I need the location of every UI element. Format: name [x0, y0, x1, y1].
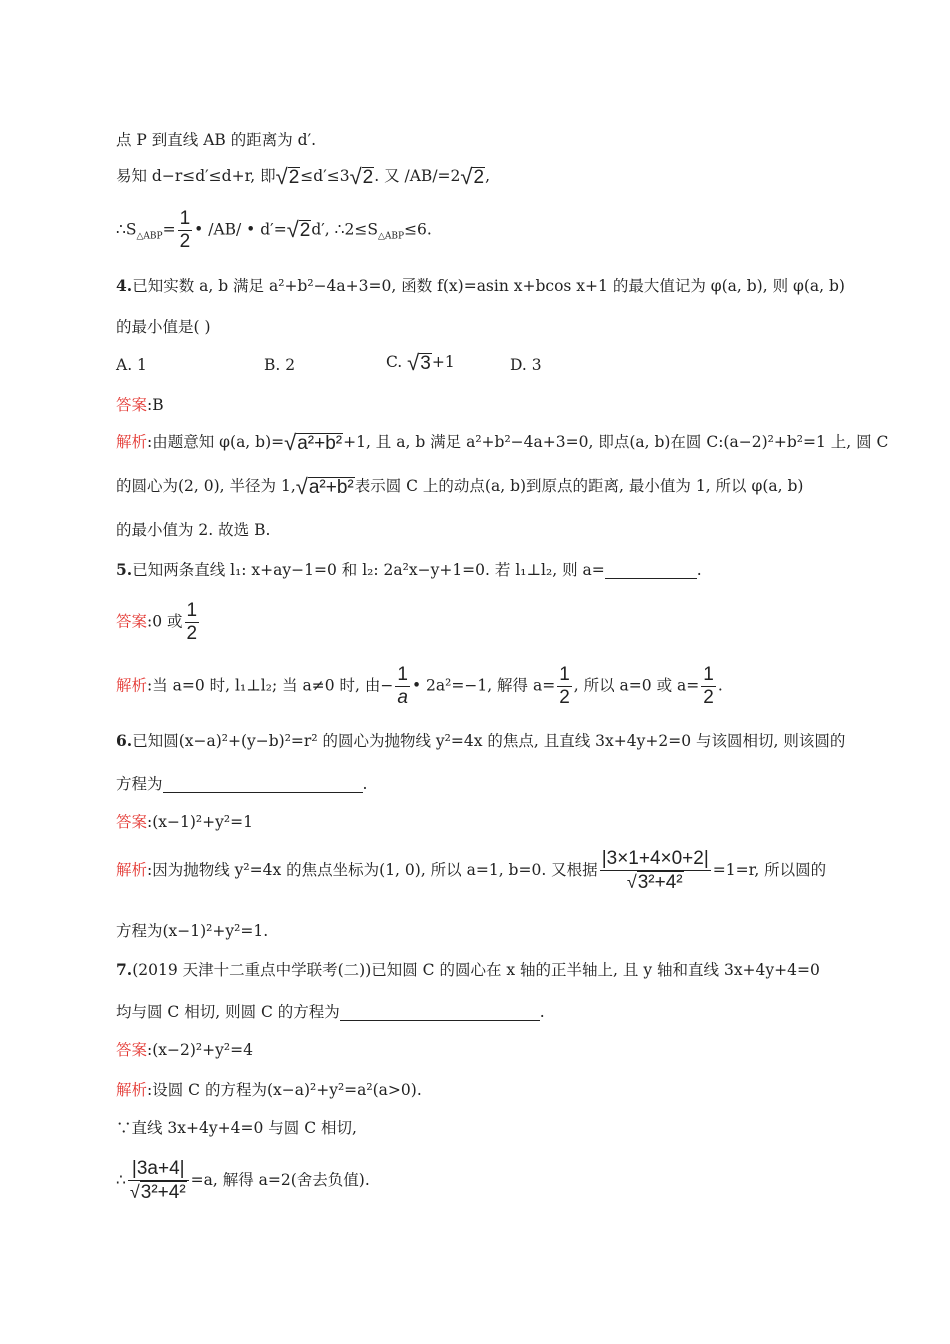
text-line: 的最小值为 2. 故选 B. — [116, 521, 271, 539]
option-c-label: C. — [386, 353, 408, 371]
sqrt-body: a²+b² — [297, 433, 343, 454]
sqrt-ab: √a²+b² — [295, 474, 354, 499]
sqrt-3: √3 — [407, 350, 431, 375]
answer-label: 答案 — [116, 1041, 148, 1059]
text-line — [116, 1005, 545, 1021]
sqrt-body: 3²+4² — [140, 1181, 186, 1203]
text: . — [362, 775, 368, 793]
subscript: △ABP — [377, 231, 405, 242]
question-number: 6. — [116, 731, 133, 750]
question-5 — [116, 562, 702, 579]
question-7 — [116, 962, 820, 979]
text-line: 点 P 到直线 AB 的距离为 d′. — [116, 131, 317, 149]
denominator: 2 — [559, 686, 570, 708]
option-c — [386, 352, 455, 374]
answer-value: :0 或 — [147, 612, 183, 631]
text-line — [116, 476, 803, 498]
answer-line — [116, 1043, 253, 1059]
answer-blank — [605, 564, 697, 579]
sqrt-body: a²+b² — [308, 477, 354, 498]
subscript: △ABP — [136, 231, 163, 242]
text: . 又 /AB/=2 — [374, 167, 461, 185]
text-line — [116, 208, 432, 253]
text-line: ∵直线 3x+4y+4=0 与圆 C 相切, — [116, 1119, 357, 1137]
text: ∴ — [116, 1170, 126, 1189]
text: :设圆 C 的方程为(x−a)²+y²=a²(a>0). — [147, 1081, 422, 1099]
analysis-line — [116, 848, 826, 894]
denominator: 2 — [186, 622, 198, 644]
distance-fraction — [600, 848, 711, 894]
question-6 — [116, 733, 845, 750]
numerator: |3×1+4×0+2| — [601, 848, 709, 869]
text: 均与圆 C 相切, 则圆 C 的方程为 — [116, 1003, 340, 1021]
analysis-line — [116, 432, 888, 454]
text-line — [116, 166, 490, 188]
text: 易知 d−r≤d′≤d+r, 即 — [116, 167, 276, 185]
text: :当 a=0 时, l₁⊥l₂; 当 a≠0 时, 由− — [147, 676, 394, 695]
text: ∴S — [116, 220, 137, 239]
text: = — [162, 220, 176, 239]
analysis-label: 解析 — [116, 433, 148, 451]
text: =a, 解得 a=2(舍去负值). — [190, 1170, 370, 1189]
analysis-line — [116, 1083, 422, 1099]
text: 的圆心为(2, 0), 半径为 1, — [116, 477, 296, 495]
text-line: 方程为(x−1)²+y²=1. — [116, 922, 269, 940]
text: • /AB/ • d′= — [194, 220, 287, 239]
text: 方程为 — [116, 775, 163, 793]
answer-line — [116, 398, 164, 414]
sqrt-body: 3 — [420, 353, 431, 374]
fraction-1-over-a — [395, 664, 410, 709]
sqrt-ab: √a²+b² — [284, 430, 343, 455]
sqrt-body: 2 — [362, 167, 374, 188]
text: 表示圆 C 上的动点(a, b)到原点的距离, 最小值为 1, 所以 φ(a, b) — [354, 477, 804, 495]
answer-label: 答案 — [116, 612, 148, 631]
text: • 2a²=−1, 解得 a= — [411, 676, 556, 695]
answer-value: :(x−2)²+y²=4 — [147, 1041, 253, 1059]
analysis-line — [116, 664, 723, 709]
text-line: 的最小值是( ) — [116, 318, 211, 336]
answer-line — [116, 815, 253, 831]
text: , 所以 a=0 或 a= — [573, 676, 700, 695]
sqrt-body: 2 — [299, 220, 311, 242]
text: . — [539, 1003, 545, 1021]
answer-label: 答案 — [116, 396, 148, 414]
denominator: 2 — [703, 686, 714, 708]
option-b: B. 2 — [264, 356, 296, 374]
sqrt-body: 3²+4² — [637, 871, 683, 893]
question-text: 已知圆(x−a)²+(y−b)²=r² 的圆心为抛物线 y²=4x 的焦点, 且直线 3x+4y+2=0 与该圆相切, 则该圆的 — [132, 732, 846, 750]
answer-blank — [163, 778, 363, 793]
sqrt-body: 2 — [288, 167, 300, 188]
numerator: 1 — [703, 664, 714, 685]
question-number: 5. — [116, 560, 133, 579]
answer-line — [116, 600, 201, 645]
text: ≤d′≤3 — [300, 167, 350, 185]
text: +1, 且 a, b 满足 a²+b²−4a+3=0, 即点(a, b)在圆 C:(a−2)²+b²=1 上, 圆 C — [343, 433, 889, 451]
question-text: 已知两条直线 l₁: x+ay−1=0 和 l₂: 2a²x−y+1=0. 若 l₁⊥l₂, 则 a= — [132, 561, 605, 579]
fraction-half — [178, 208, 193, 253]
text: , — [485, 167, 490, 185]
sqrt-2: √2 — [275, 164, 300, 189]
text: . — [717, 676, 723, 695]
answer-blank — [340, 1006, 540, 1021]
question-number: 7. — [116, 960, 133, 979]
text: =1=r, 所以圆的 — [712, 860, 827, 879]
numerator: 1 — [397, 664, 408, 685]
fraction-half — [701, 664, 716, 709]
text: :因为抛物线 y²=4x 的焦点坐标为(1, 0), 所以 a=1, b=0. 又根据 — [147, 860, 598, 879]
text: ≤6. — [404, 220, 432, 239]
answer-value: :B — [147, 396, 164, 414]
numerator: |3a+4| — [128, 1158, 189, 1181]
analysis-label: 解析 — [116, 1081, 148, 1099]
numerator: 1 — [559, 664, 570, 685]
sqrt-2: √2 — [286, 217, 311, 243]
distance-fraction — [128, 1158, 189, 1204]
denominator: √3²+4² — [129, 1181, 186, 1203]
analysis-label: 解析 — [116, 676, 148, 695]
sqrt-body: 2 — [473, 167, 485, 188]
denominator: 2 — [179, 230, 191, 252]
question-4 — [116, 278, 845, 295]
sqrt-2: √2 — [349, 164, 374, 189]
option-a: A. 1 — [116, 356, 147, 374]
denominator: a — [397, 686, 408, 708]
fraction-half — [557, 664, 572, 709]
question-text: (2019 天津十二重点中学联考(二))已知圆 C 的圆心在 x 轴的正半轴上, 且 y 轴和直线 3x+4y+4=0 — [132, 961, 820, 979]
option-c-tail: +1 — [431, 353, 455, 371]
fraction-half — [185, 600, 200, 645]
text: . — [696, 561, 702, 579]
option-d: D. 3 — [510, 356, 542, 374]
text: :由题意知 φ(a, b)= — [147, 433, 285, 451]
text-line — [116, 777, 367, 793]
answer-label: 答案 — [116, 813, 148, 831]
numerator: 1 — [179, 208, 191, 229]
question-number: 4. — [116, 276, 133, 295]
answer-value: :(x−1)²+y²=1 — [147, 813, 253, 831]
analysis-label: 解析 — [116, 860, 148, 879]
denominator: √3²+4² — [626, 871, 683, 893]
text: d′, ∴2≤S — [311, 220, 378, 239]
text-line — [116, 1158, 370, 1204]
question-text: 已知实数 a, b 满足 a²+b²−4a+3=0, 函数 f(x)=asin x+bcos x+1 的最大值记为 φ(a, b), 则 φ(a, b) — [132, 277, 845, 295]
sqrt-2: √2 — [460, 164, 485, 189]
numerator: 1 — [186, 600, 198, 621]
